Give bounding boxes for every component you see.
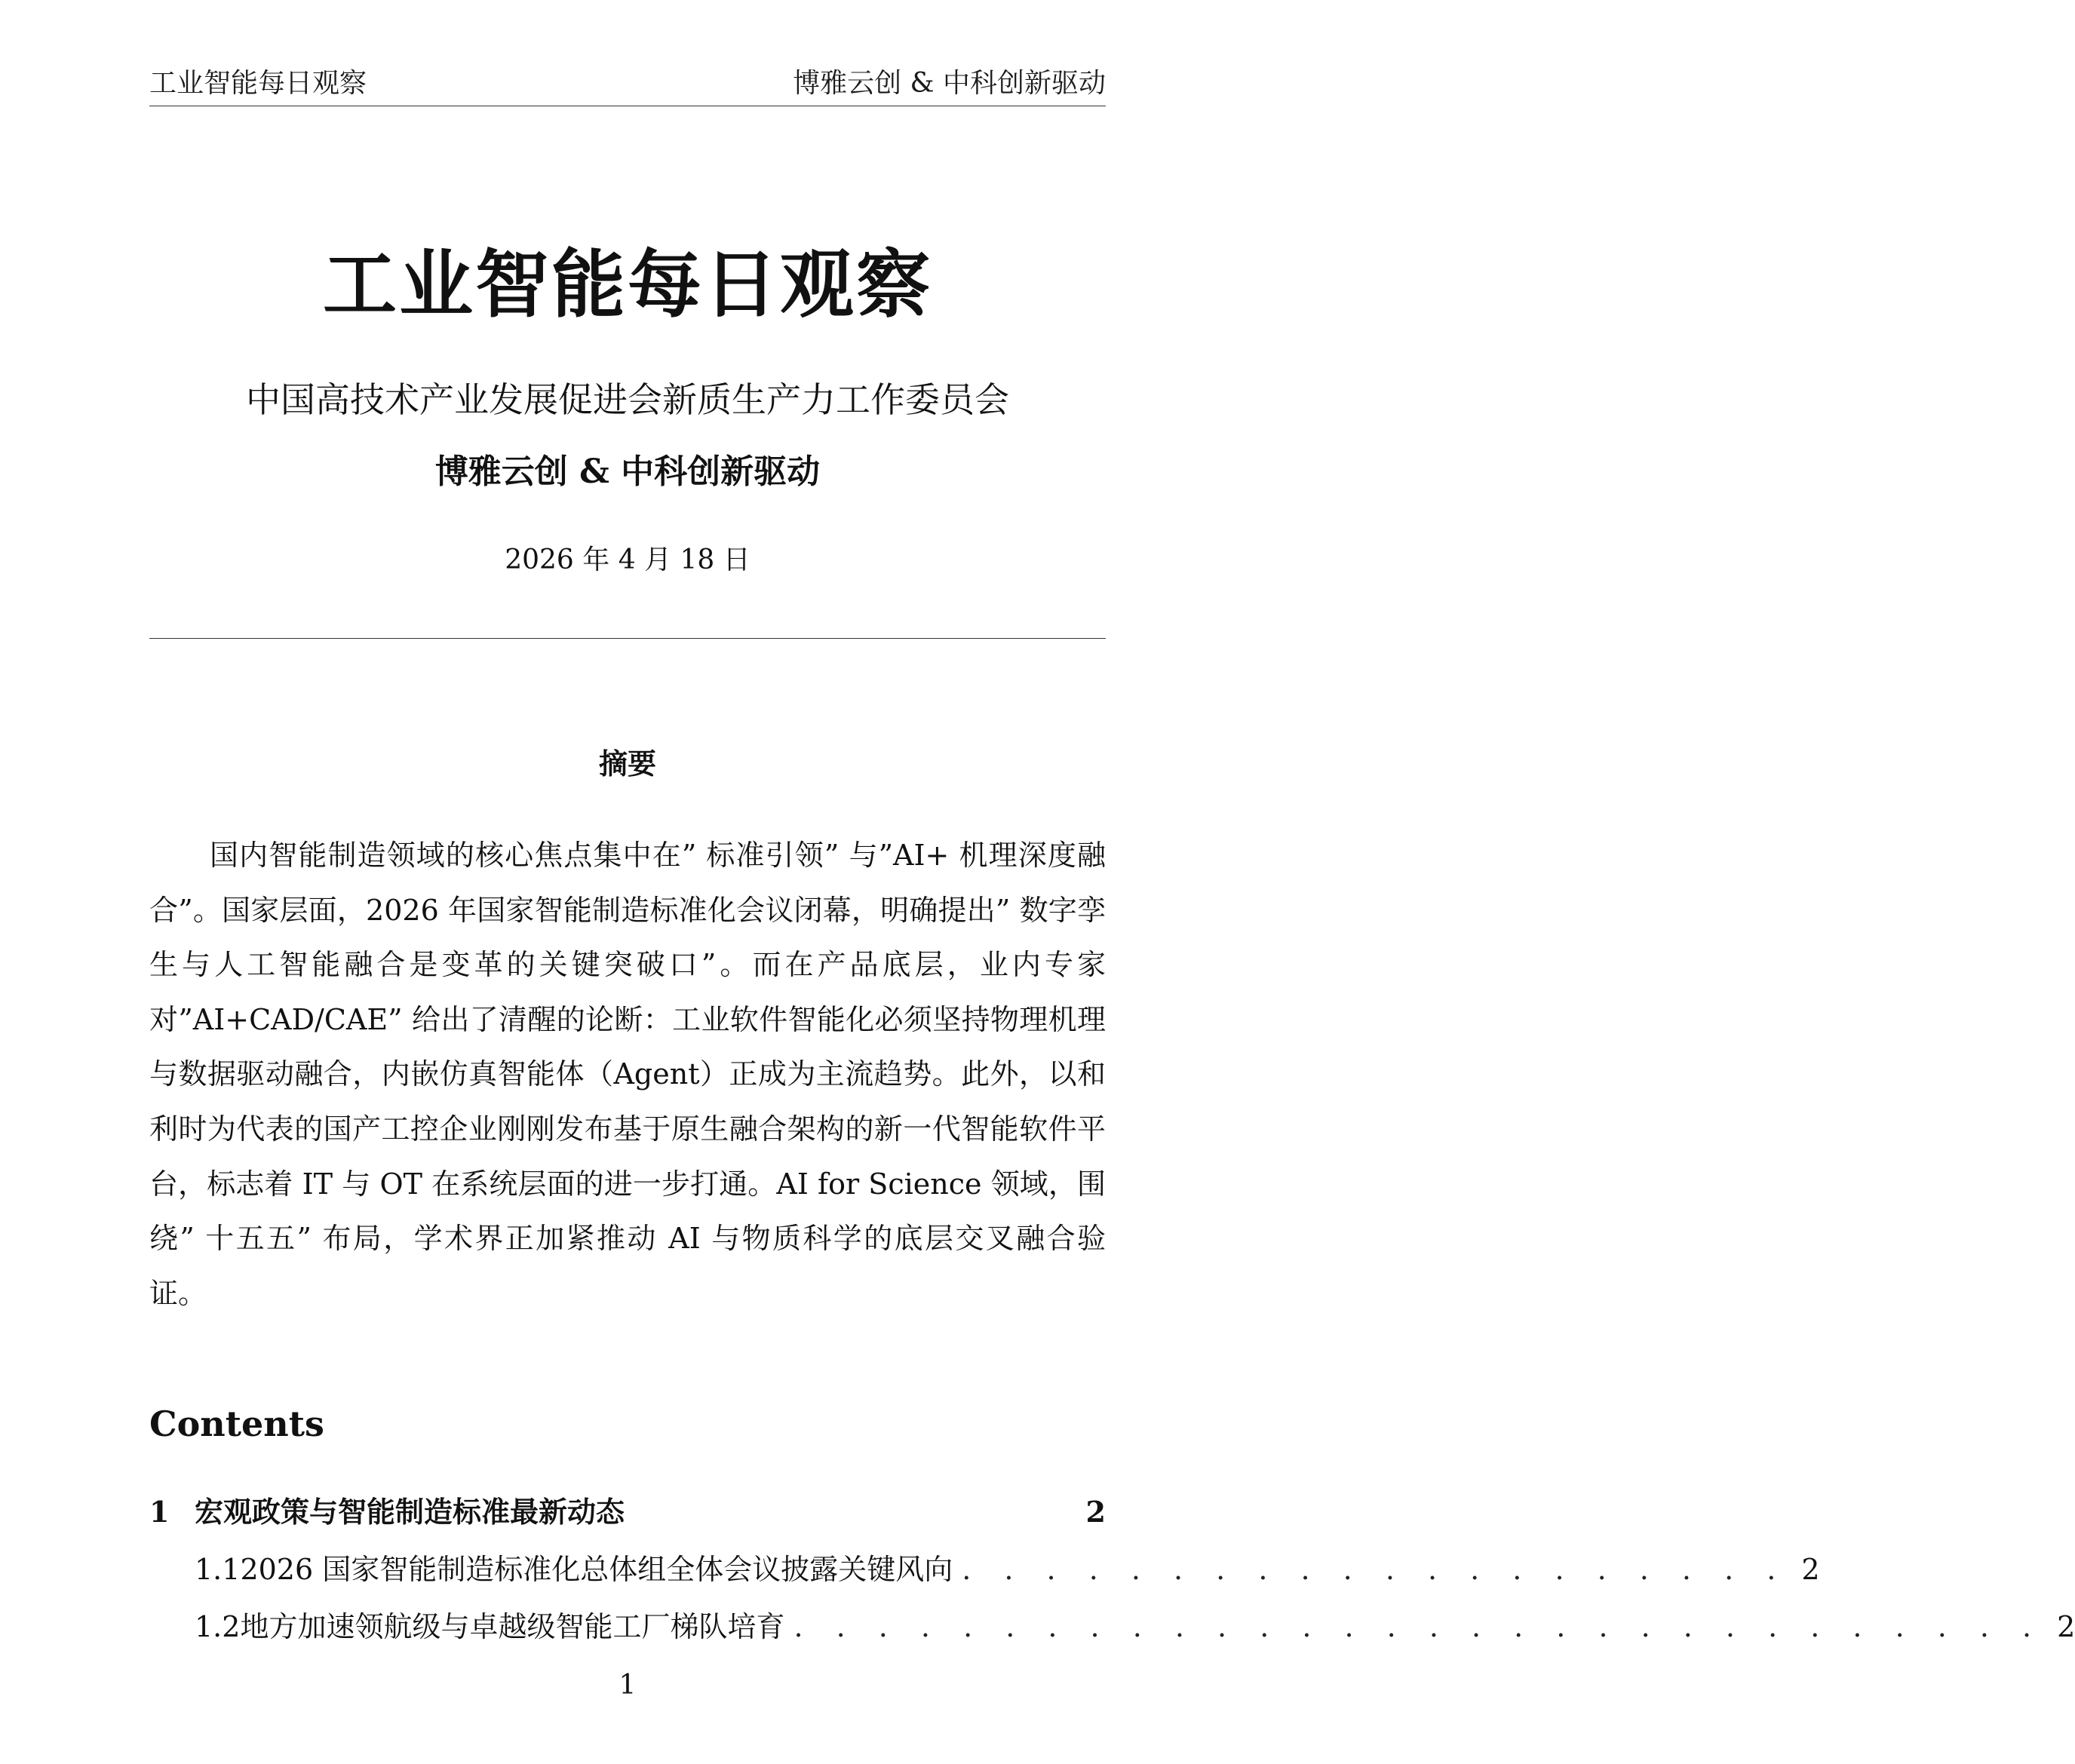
toc-entry-section-1-2[interactable] [149,1606,2075,1647]
document-subtitle: 中国高技术产业发展促进会新质生产力工作委员会 [246,379,1009,420]
toc-leader-dots: . . . . . . . . . . . . . . . . . . . . . . . . . . . . . . [793,1610,2044,1643]
abstract-body: 国内智能制造领域的核心焦点集中在” 标准引领” 与”AI+ 机理深度融合”。国家层面，2026 年国家智能制造标准化会议闭幕，明确提出” 数字孪生与人工智能融合是变革的关键突破口”。而在产品底层，业内专家对”AI+CAD/CAE” 给出了清醒的论断：工业软件智能化必须坚持物理机理与数据驱动融合，内嵌仿真智能体（Agent）正成为主流趋势。此外，以和利时为代表的国产工控企业刚刚发布基于原生融合架构的新一代智能软件平台，标志着 IT 与 OT 在系统层面的进一步打通。AI for Science 领域，围绕” 十五五” 布局，学术界正加紧推动 AI 与物质科学的底层交叉融合验证。 [149,839,1106,1310]
running-header-left: 工业智能每日观察 [149,68,367,99]
toc-entry-number: 1.1 [195,1553,241,1586]
toc-entry-page: 2 [2057,1610,2075,1643]
document-authors: 博雅云创 & 中科创新驱动 [434,453,821,491]
toc-entry-number: 1 [149,1495,170,1529]
running-header [149,65,1106,101]
abstract-heading: 摘要 [598,747,656,781]
toc-entry-page: 2 [1801,1553,1820,1586]
toc-entry-section-1[interactable] [149,1492,1106,1532]
toc-entry-title: 宏观政策与智能制造标准最新动态 [195,1495,625,1529]
document-title: 工业智能每日观察 [322,241,932,328]
running-header-right: 博雅云创 & 中科创新驱动 [793,68,1106,99]
page-number: 1 [619,1670,637,1701]
toc-entry-title: 2026 国家智能制造标准化总体组全体会议披露关键风向 [240,1553,953,1586]
toc-heading: Contents [149,1404,324,1444]
toc-entry-section-1-1[interactable] [149,1549,1820,1590]
toc-entry-page: 2 [1085,1495,1106,1529]
document-date: 2026 年 4 月 18 日 [505,545,750,575]
toc-entry-title: 地方加速领航级与卓越级智能工厂梯队培育 [240,1610,785,1643]
title-divider [149,638,1106,639]
toc-leader-dots: . . . . . . . . . . . . . . . . . . . . [962,1553,1788,1586]
toc-entry-number: 1.2 [195,1610,241,1643]
